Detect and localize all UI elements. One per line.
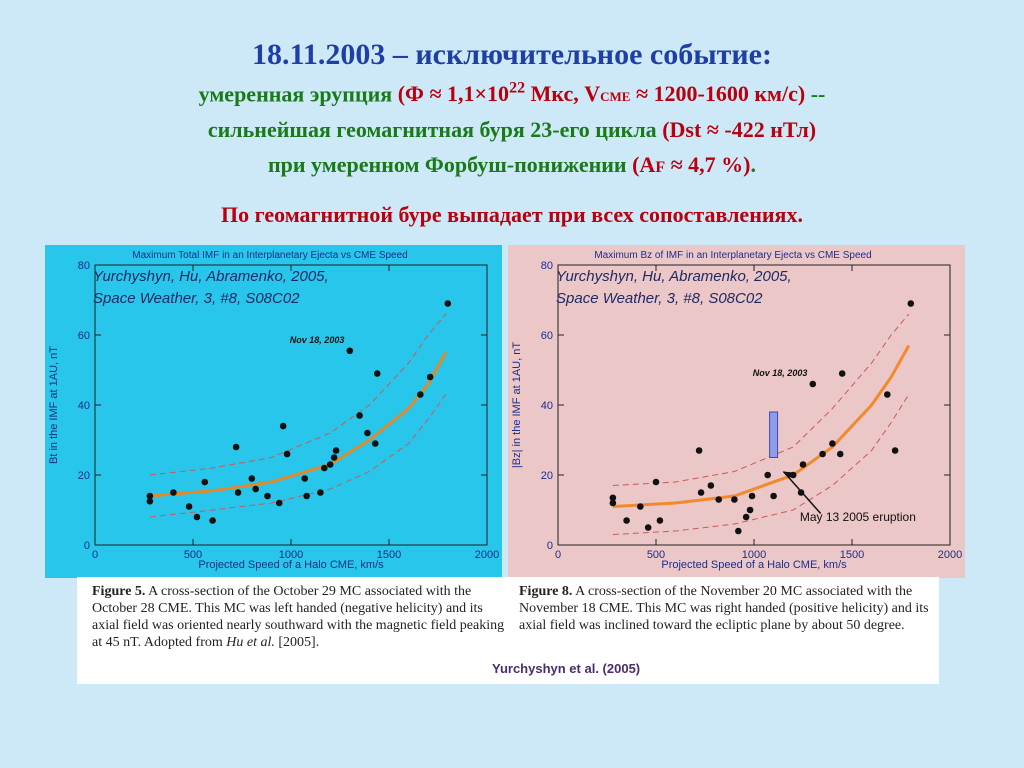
x-tick-label: 2000 (474, 549, 500, 561)
data-point (747, 507, 754, 514)
figure8-text: A cross-section of the November 20 MC associated with the November 18 CME. This MC was right handed (positive helicity) and its axial field was inclined toward the ecliptic plane by about 50 degree. (519, 584, 929, 633)
data-point (264, 493, 271, 500)
figure5-end: [2005]. (278, 635, 320, 650)
data-point (372, 440, 379, 447)
y-axis-label: |Bz| in the IMF at 1AU, nT (511, 341, 523, 469)
data-point (770, 493, 777, 500)
chart-panel-bz (508, 245, 965, 578)
attribution: Yurchyshyn et al. (2005) (492, 661, 641, 676)
data-point (333, 447, 340, 454)
upper-bound-curve (613, 314, 909, 486)
data-point (303, 493, 310, 500)
data-point (235, 489, 242, 496)
data-point (884, 391, 891, 398)
data-point (623, 517, 630, 524)
data-point (321, 465, 328, 472)
y-tick-label: 60 (540, 330, 553, 342)
chart-title: Maximum Total IMF in an Interplanetary Ejecta vs CME Speed (132, 250, 408, 261)
callout-label: May 13 2005 eruption (799, 510, 916, 524)
data-point (276, 500, 283, 507)
data-point (252, 486, 259, 493)
data-point (284, 451, 291, 458)
data-point (708, 482, 715, 489)
flux-value: (Ф ≈ 1,1×10 (397, 81, 510, 107)
citation-line: Space Weather, 3, #8, S08C02 (556, 290, 763, 307)
y-tick-label: 20 (540, 470, 553, 482)
af-value: ≈ 4,7 %) (665, 152, 751, 177)
figure8-caption (519, 583, 929, 634)
data-point (731, 496, 738, 503)
y-tick-label: 80 (540, 260, 553, 272)
data-point (637, 503, 644, 510)
data-point (186, 503, 193, 510)
data-point (194, 514, 201, 521)
data-point (427, 374, 434, 381)
data-point (735, 528, 742, 535)
forbush-period: . (750, 152, 757, 177)
data-point (839, 370, 846, 377)
data-point (317, 489, 324, 496)
data-point (610, 500, 617, 507)
conclusion-text: По геомагнитной буре выпадает при всех сопоставлениях. (221, 202, 803, 227)
x-tick-label: 500 (183, 549, 203, 561)
data-point (249, 475, 256, 482)
eruption-values (398, 81, 806, 106)
dst-value: (Dst ≈ -422 нТл) (662, 117, 817, 142)
data-point (201, 479, 208, 486)
x-tick-label: 1000 (741, 549, 767, 561)
y-tick-label: 60 (77, 330, 90, 342)
speed-value: ≈ 1200-1600 км/с) (630, 81, 806, 107)
x-axis-label: Projected Speed of a Halo CME, km/s (661, 559, 847, 571)
highlight-label: Nov 18, 2003 (752, 368, 808, 378)
data-point (657, 517, 664, 524)
y-tick-label: 0 (83, 540, 90, 552)
data-point (445, 300, 452, 307)
data-point (209, 517, 216, 524)
x-tick-label: 1500 (376, 549, 402, 561)
figures (45, 245, 965, 580)
data-point (837, 451, 844, 458)
data-point (696, 447, 703, 454)
y-tick-label: 40 (77, 400, 90, 412)
data-point (301, 475, 308, 482)
y-tick-label: 0 (546, 540, 553, 552)
may-2005-marker (770, 412, 778, 458)
figure8-label: Figure 8. (519, 584, 573, 599)
data-point (356, 412, 363, 419)
storm-line (0, 117, 1024, 143)
data-point (280, 423, 287, 430)
forbush-line (0, 152, 1024, 178)
x-tick-label: 0 (554, 549, 562, 561)
data-point (800, 461, 807, 468)
x-tick-label: 2000 (937, 549, 963, 561)
slide-title: 18.11.2003 – исключительное событие: (252, 38, 772, 71)
data-point (653, 479, 660, 486)
data-point (749, 493, 756, 500)
data-point (147, 498, 154, 505)
data-point (327, 461, 334, 468)
y-tick-label: 20 (77, 470, 90, 482)
plot-frame (558, 265, 950, 545)
data-point (698, 489, 705, 496)
eruption-label: умеренная эрупция (198, 81, 393, 107)
af-subscript: F (655, 159, 666, 176)
figure5-label: Figure 5. (92, 584, 146, 599)
forbush-label: при умеренном Форбуш-понижении (267, 152, 627, 177)
data-point (829, 440, 836, 447)
x-tick-label: 1000 (278, 549, 304, 561)
citation-line: Yurchyshyn, Hu, Abramenko, 2005, (556, 268, 792, 285)
data-point (364, 430, 371, 437)
figure5-caption (92, 583, 507, 651)
data-point (347, 347, 354, 354)
data-point (374, 370, 381, 377)
plot-frame (95, 265, 487, 545)
data-point (170, 489, 177, 496)
flux-exponent: 22 (509, 80, 526, 97)
eruption-line (0, 80, 1024, 107)
cme-subscript: CME (600, 89, 631, 105)
dash-separator: -- (810, 81, 826, 107)
y-tick-label: 40 (540, 400, 553, 412)
forbush-values (632, 152, 750, 177)
data-point (819, 451, 826, 458)
figure5-text: A cross-section of the October 29 MC associated with the October 28 CME. This MC was left handed (negative helicity) and its axial field was oriented nearly southward with the magnetic field peaking at 45 nT. Adopted from (92, 584, 505, 650)
chart-total-imf (45, 245, 502, 578)
flux-unit: Мкс, V (525, 81, 601, 107)
chart-panel-total-imf (45, 245, 502, 578)
chart-title: Maximum Bz of IMF in an Interplanetary Ejecta vs CME Speed (594, 250, 872, 261)
data-point (743, 514, 750, 521)
data-point (417, 391, 424, 398)
caption-box (77, 577, 939, 684)
highlight-label: Nov 18, 2003 (289, 334, 345, 345)
fit-curve (150, 353, 446, 497)
data-point (892, 447, 899, 454)
citation-line: Yurchyshyn, Hu, Abramenko, 2005, (93, 268, 329, 285)
data-point (908, 300, 915, 307)
data-point (715, 496, 722, 503)
y-tick-label: 80 (77, 260, 90, 272)
figure5-ref: Hu et al. (226, 635, 275, 650)
x-tick-label: 1500 (839, 549, 865, 561)
citation-line: Space Weather, 3, #8, S08C02 (93, 290, 300, 307)
af-open: (А (632, 152, 656, 177)
y-axis-label: Bt in the IMF at 1AU, nT (48, 346, 60, 464)
x-tick-label: 500 (646, 549, 666, 561)
data-point (810, 381, 817, 388)
data-point (645, 524, 652, 531)
storm-label: сильнейшая геомагнитная буря 23-его цикла (207, 117, 657, 142)
chart-bz (508, 245, 965, 578)
data-point (331, 454, 338, 461)
x-axis-label: Projected Speed of a Halo CME, km/s (198, 559, 384, 571)
x-tick-label: 0 (91, 549, 99, 561)
data-point (233, 444, 240, 451)
data-point (764, 472, 771, 479)
